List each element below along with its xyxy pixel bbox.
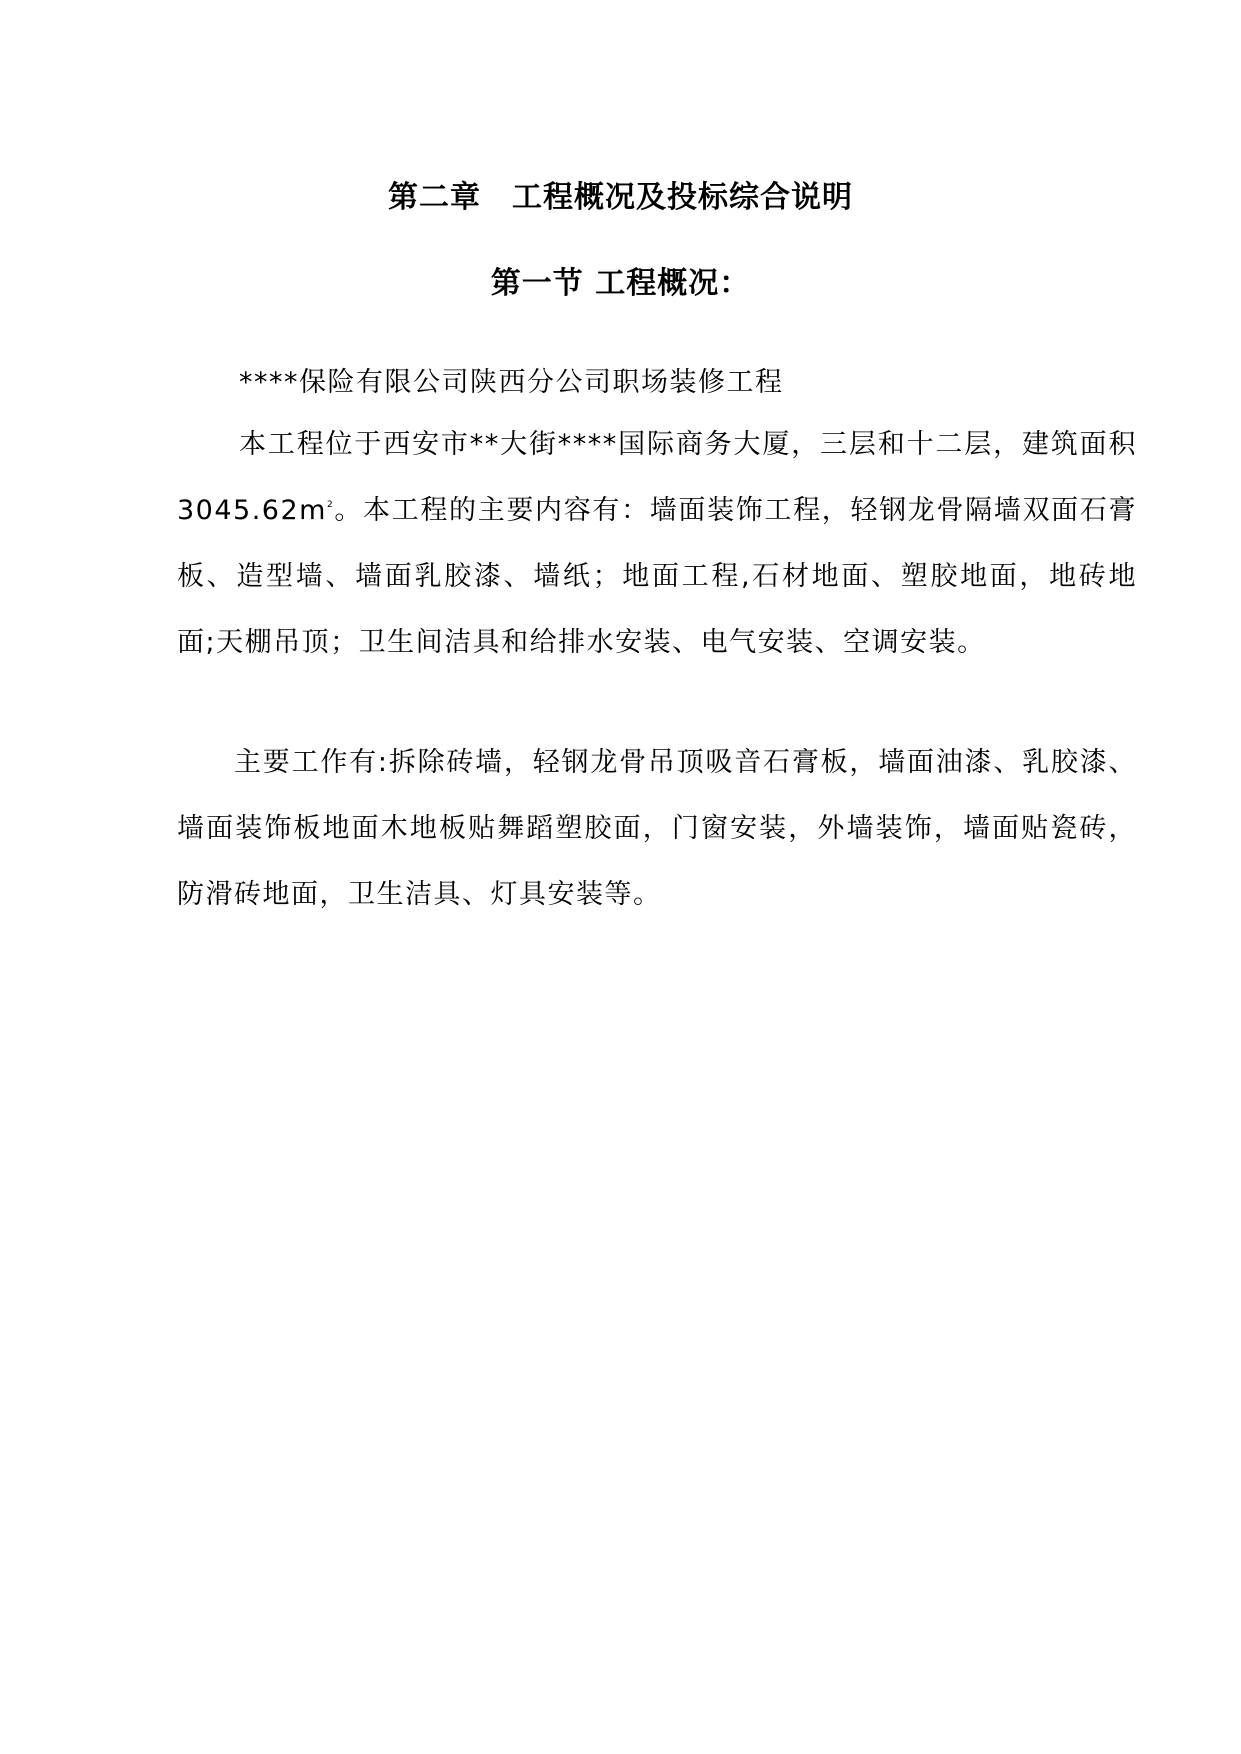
chapter-title: 第二章 工程概况及投标综合说明 <box>388 180 853 215</box>
project-name-paragraph: ****保险有限公司陕西分公司职场装修工程 <box>239 367 784 398</box>
overview-paragraph <box>177 412 1137 676</box>
overview-text-part2: 。本工程的主要内容有：墙面装饰工程，轻钢龙骨隔墙双面石膏板、造型墙、墙面乳胶漆、墙纸；地面工程,石材地面、塑胶地面，地砖地面;天棚吊顶；卫生间洁具和给排水安装、电气安装、空调安装。 <box>177 495 1137 658</box>
section-title: 第一节 工程概况： <box>490 266 751 301</box>
main-work-paragraph: 主要工作有:拆除砖墙，轻钢龙骨吊顶吸音石膏板，墙面油漆、乳胶漆、墙面装饰板地面木地板贴舞蹈塑胶面，门窗安装，外墙装饰，墙面贴瓷砖，防滑砖地面，卫生洁具、灯具安装等。 <box>177 747 1137 910</box>
overview-text-part1: 本工程位于西安市**大街****国际商务大厦，三层和十二层，建筑面积3045.62m <box>177 429 1137 526</box>
area-unit-superscript: 2 <box>326 500 335 510</box>
